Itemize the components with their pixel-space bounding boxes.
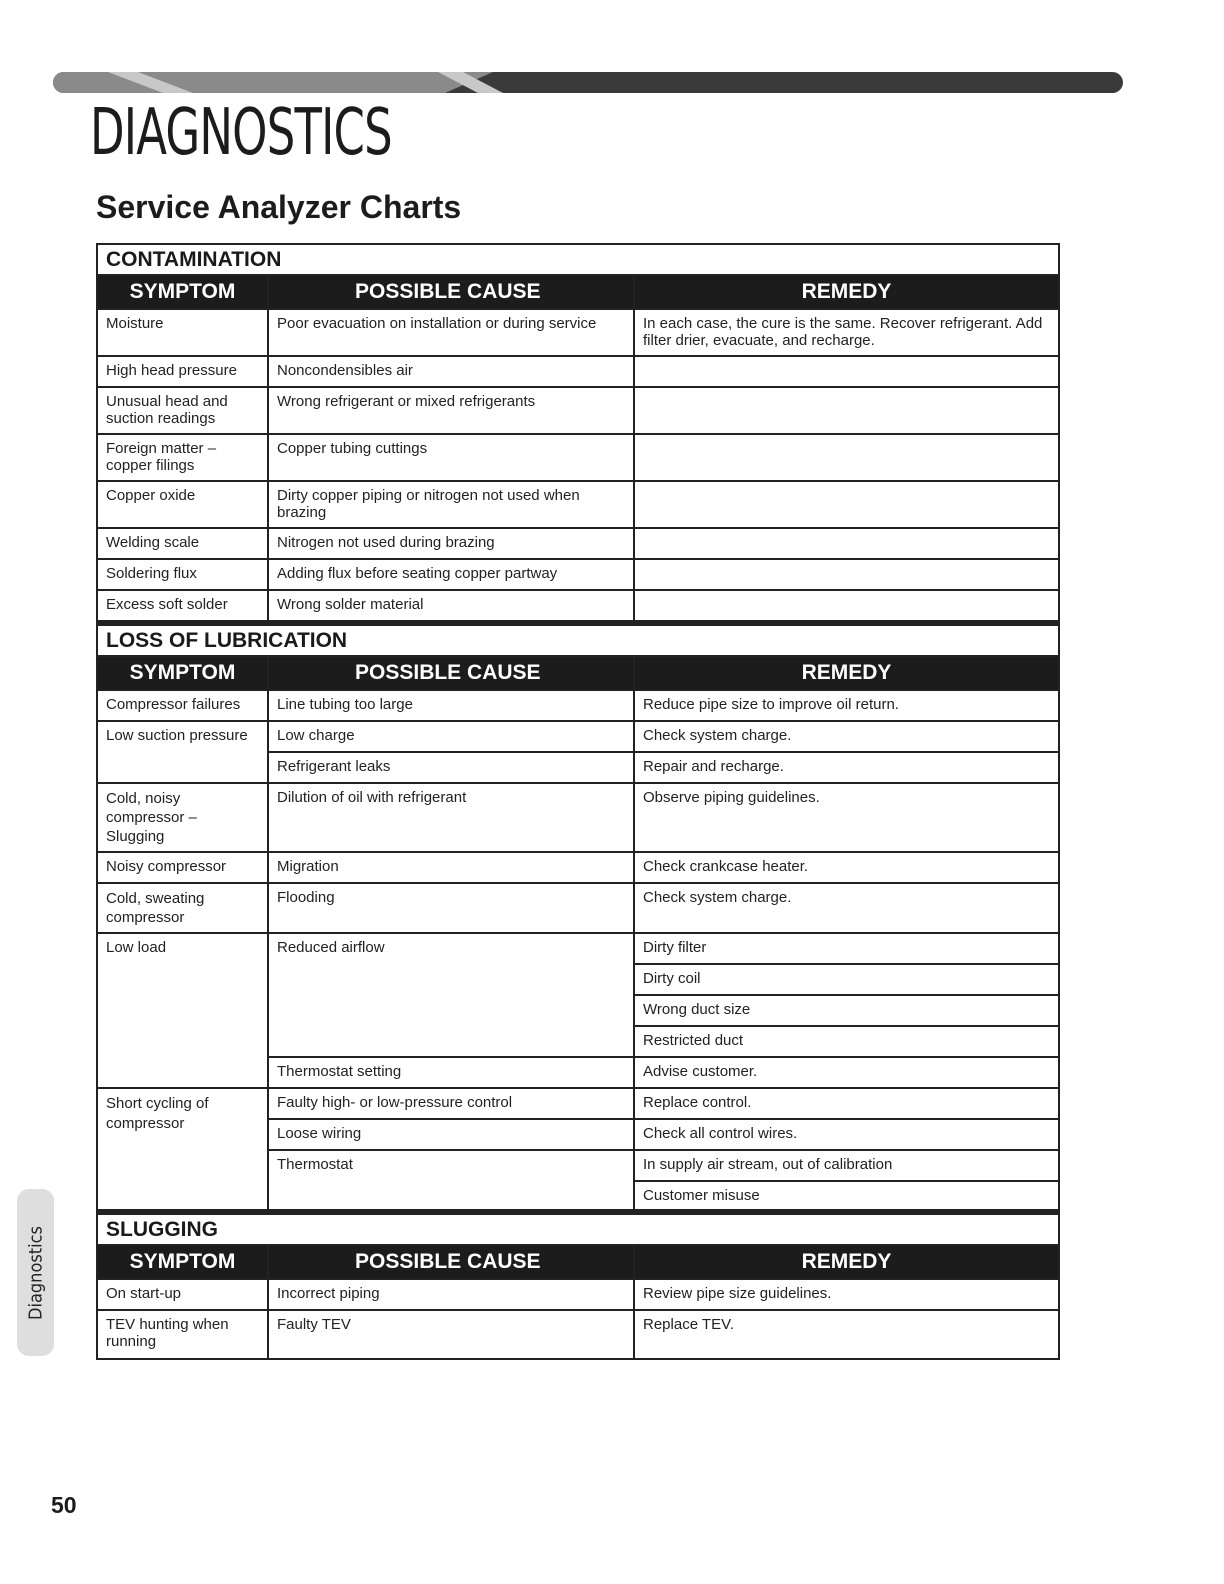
remedy-cell bbox=[634, 590, 1059, 621]
slugging-table bbox=[96, 1211, 1060, 1360]
table-row bbox=[97, 1088, 1059, 1119]
page-heading: DIAGNOSTICS bbox=[90, 96, 392, 170]
cause-cell: Adding flux before seating copper partway bbox=[268, 559, 634, 590]
cause-cell: Line tubing too large bbox=[268, 690, 634, 721]
remedy-cell: Check system charge. bbox=[634, 721, 1059, 752]
remedy-cell: Wrong duct size bbox=[634, 995, 1059, 1026]
symptom-cell: Compressor failures bbox=[97, 690, 268, 721]
table-row bbox=[97, 783, 1059, 852]
contamination-table bbox=[96, 243, 1060, 622]
table-row bbox=[97, 721, 1059, 752]
remedy-cell bbox=[634, 387, 1059, 434]
table-title-row bbox=[97, 624, 1059, 656]
table-row bbox=[97, 434, 1059, 481]
lubrication-title: LOSS OF LUBRICATION bbox=[97, 624, 1059, 656]
remedy-cell: Restricted duct bbox=[634, 1026, 1059, 1057]
symptom-cell: TEV hunting when running bbox=[97, 1310, 268, 1359]
table-row bbox=[97, 387, 1059, 434]
symptom-cell: Excess soft solder bbox=[97, 590, 268, 621]
remedy-cell: Observe piping guidelines. bbox=[634, 783, 1059, 852]
remedy-cell: Check crankcase heater. bbox=[634, 852, 1059, 883]
table-row bbox=[97, 852, 1059, 883]
cause-cell: Noncondensibles air bbox=[268, 356, 634, 387]
cause-cell: Poor evacuation on installation or during service bbox=[268, 309, 634, 356]
remedy-cell: Repair and recharge. bbox=[634, 752, 1059, 783]
cause-cell: Copper tubing cuttings bbox=[268, 434, 634, 481]
cause-cell: Nitrogen not used during brazing bbox=[268, 528, 634, 559]
cause-cell: Flooding bbox=[268, 883, 634, 933]
table-row bbox=[97, 356, 1059, 387]
table-row bbox=[97, 1279, 1059, 1310]
symptom-cell: On start-up bbox=[97, 1279, 268, 1310]
remedy-cell: Check system charge. bbox=[634, 883, 1059, 933]
table-title-row bbox=[97, 1213, 1059, 1245]
remedy-cell: Review pipe size guidelines. bbox=[634, 1279, 1059, 1310]
slugging-title: SLUGGING bbox=[97, 1213, 1059, 1245]
symptom-cell: Welding scale bbox=[97, 528, 268, 559]
cause-cell: Migration bbox=[268, 852, 634, 883]
side-tab-label: Diagnostics bbox=[25, 1225, 46, 1320]
remedy-cell bbox=[634, 559, 1059, 590]
lubrication-table bbox=[96, 622, 1060, 1211]
page-number: 50 bbox=[51, 1492, 77, 1518]
remedy-header: REMEDY bbox=[634, 656, 1059, 690]
symptom-cell: High head pressure bbox=[97, 356, 268, 387]
symptom-cell: Moisture bbox=[97, 309, 268, 356]
table-row bbox=[97, 590, 1059, 621]
remedy-cell: Dirty coil bbox=[634, 964, 1059, 995]
symptom-header: SYMPTOM bbox=[97, 275, 268, 309]
table-row bbox=[97, 309, 1059, 356]
table-header-row bbox=[97, 1245, 1059, 1279]
remedy-header: REMEDY bbox=[634, 1245, 1059, 1279]
remedy-header: REMEDY bbox=[634, 275, 1059, 309]
table-row bbox=[97, 883, 1059, 933]
remedy-cell bbox=[634, 356, 1059, 387]
symptom-cell: Low suction pressure bbox=[97, 721, 268, 783]
remedy-cell: Replace control. bbox=[634, 1088, 1059, 1119]
table-header-row bbox=[97, 656, 1059, 690]
remedy-cell: Check all control wires. bbox=[634, 1119, 1059, 1150]
cause-header: POSSIBLE CAUSE bbox=[268, 275, 634, 309]
cause-cell: Thermostat bbox=[268, 1150, 634, 1210]
cause-header: POSSIBLE CAUSE bbox=[268, 1245, 634, 1279]
remedy-cell: Reduce pipe size to improve oil return. bbox=[634, 690, 1059, 721]
remedy-cell bbox=[634, 434, 1059, 481]
contamination-title: CONTAMINATION bbox=[97, 244, 1059, 275]
header-bar bbox=[53, 72, 1123, 93]
symptom-header: SYMPTOM bbox=[97, 1245, 268, 1279]
cause-cell: Dilution of oil with refrigerant bbox=[268, 783, 634, 852]
remedy-cell: Dirty filter bbox=[634, 933, 1059, 964]
cause-cell: Low charge bbox=[268, 721, 634, 752]
remedy-cell: Advise customer. bbox=[634, 1057, 1059, 1088]
symptom-cell: Short cycling of compressor bbox=[97, 1088, 268, 1210]
symptom-cell: Cold, sweating compressor bbox=[97, 883, 268, 933]
cause-cell: Reduced airflow bbox=[268, 933, 634, 1057]
cause-cell: Faulty high- or low-pressure control bbox=[268, 1088, 634, 1119]
symptom-cell: Unusual head and suction readings bbox=[97, 387, 268, 434]
table-row bbox=[97, 690, 1059, 721]
cause-cell: Incorrect piping bbox=[268, 1279, 634, 1310]
table-row bbox=[97, 528, 1059, 559]
remedy-cell bbox=[634, 481, 1059, 528]
table-row bbox=[97, 481, 1059, 528]
cause-cell: Refrigerant leaks bbox=[268, 752, 634, 783]
cause-cell: Dirty copper piping or nitrogen not used when brazing bbox=[268, 481, 634, 528]
cause-cell: Thermostat setting bbox=[268, 1057, 634, 1088]
table-row bbox=[97, 559, 1059, 590]
cause-cell: Wrong solder material bbox=[268, 590, 634, 621]
symptom-cell: Low load bbox=[97, 933, 268, 1088]
cause-cell: Wrong refrigerant or mixed refrigerants bbox=[268, 387, 634, 434]
remedy-cell: In supply air stream, out of calibration bbox=[634, 1150, 1059, 1181]
side-tab bbox=[17, 1189, 54, 1356]
symptom-header: SYMPTOM bbox=[97, 656, 268, 690]
remedy-cell: Replace TEV. bbox=[634, 1310, 1059, 1359]
symptom-cell: Cold, noisy compressor – Slugging bbox=[97, 783, 268, 852]
table-title-row bbox=[97, 244, 1059, 275]
symptom-cell: Noisy compressor bbox=[97, 852, 268, 883]
cause-cell: Faulty TEV bbox=[268, 1310, 634, 1359]
remedy-cell bbox=[634, 528, 1059, 559]
table-row bbox=[97, 933, 1059, 964]
symptom-cell: Soldering flux bbox=[97, 559, 268, 590]
cause-header: POSSIBLE CAUSE bbox=[268, 656, 634, 690]
remedy-cell: Customer misuse bbox=[634, 1181, 1059, 1210]
table-header-row bbox=[97, 275, 1059, 309]
cause-cell: Loose wiring bbox=[268, 1119, 634, 1150]
table-row bbox=[97, 1310, 1059, 1359]
service-analyzer-charts bbox=[96, 243, 1058, 1360]
symptom-cell: Foreign matter – copper filings bbox=[97, 434, 268, 481]
remedy-cell: In each case, the cure is the same. Recover refrigerant. Add filter drier, evacuate, and recharge. bbox=[634, 309, 1059, 356]
section-title: Service Analyzer Charts bbox=[96, 189, 462, 225]
symptom-cell: Copper oxide bbox=[97, 481, 268, 528]
